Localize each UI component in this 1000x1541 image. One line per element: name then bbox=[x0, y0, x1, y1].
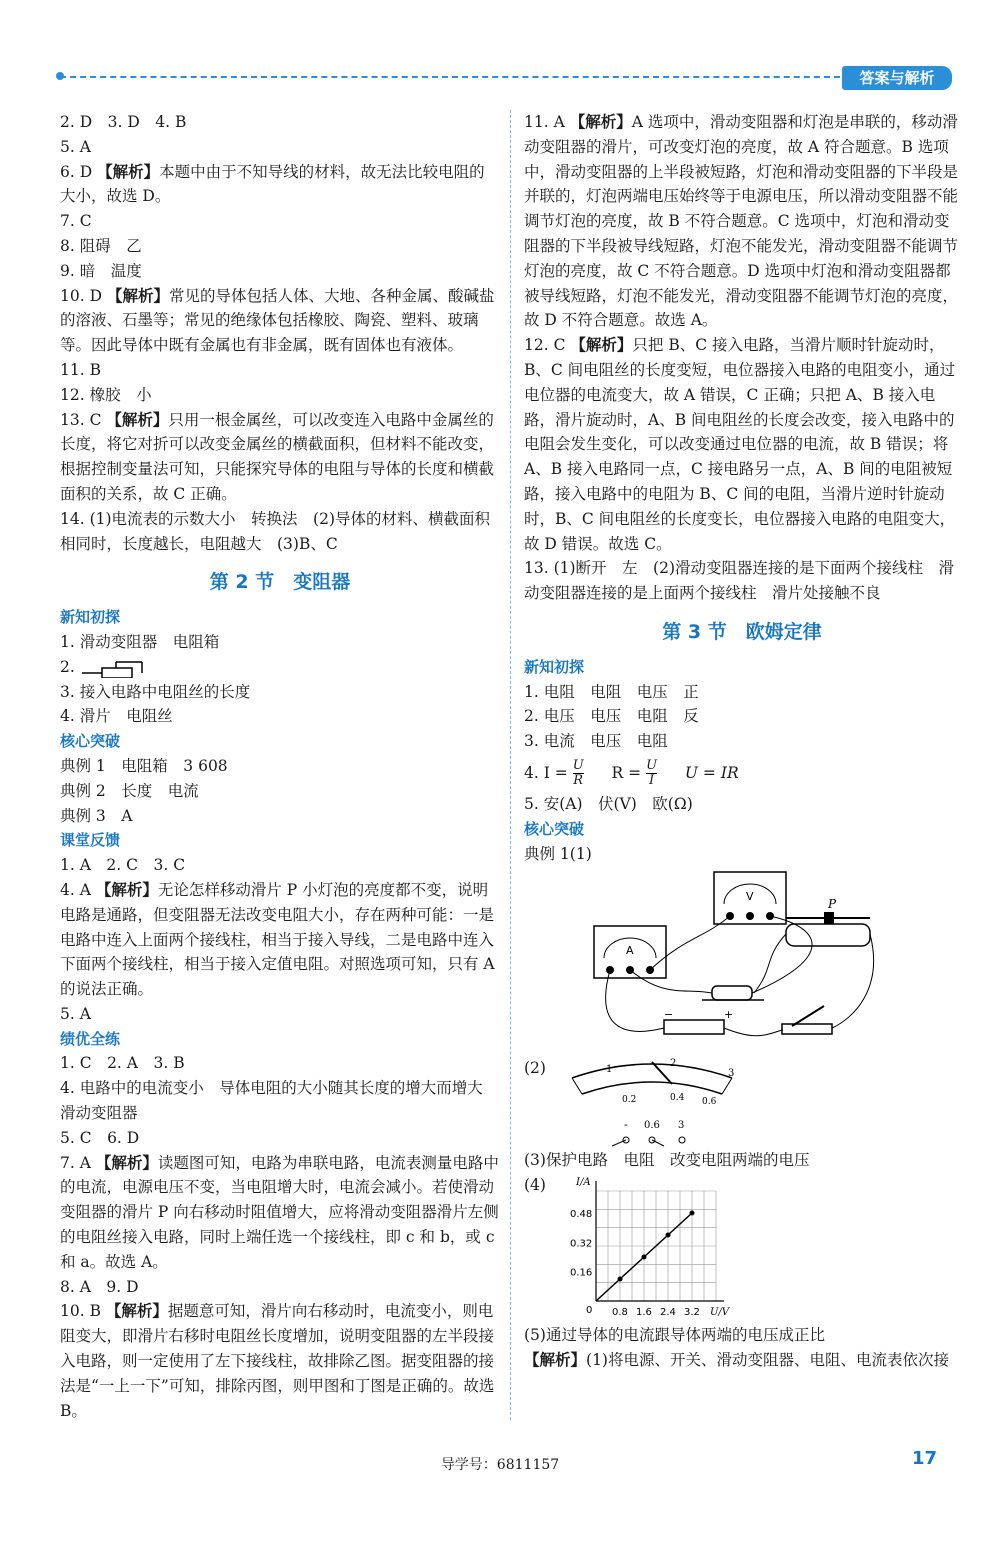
y-tick-label: 0.16 bbox=[569, 1267, 593, 1279]
ammeter-label: A bbox=[626, 944, 634, 958]
analysis-line bbox=[524, 1348, 960, 1373]
y-tick-label: 0.48 bbox=[569, 1208, 593, 1220]
analysis-text: 无论怎样移动滑片 P 小灯泡的亮度都不变，说明电路是通路，但变阻器无法改变电阻大小，存在两种可能：一是电路中连入上面两个接线柱，相当于接入导线，二是电路中连入下面两个接线柱，相当于接入定值电阻。对照选项可知，只有 A 的说法正确。 bbox=[60, 880, 495, 999]
answer-line: 1. C 2. A 3. B bbox=[60, 1054, 185, 1073]
data-point bbox=[689, 1210, 694, 1215]
analysis-text: 读题图可知，电路为串联电路，电流表测量电路中的电流，电源电压不变，当电阻增大时，电流会减小。若使滑动变阻器的滑片 P 向右移动时阻值增大，应将滑动变阻器滑片左侧的电阻丝接入电路，同时上端任选一个接线柱，即 c 和 b，或 c 和 a。故选 A。 bbox=[60, 1153, 499, 1271]
answer-line: 1. A 2. C 3. C bbox=[60, 856, 186, 875]
answer-line: 4. 滑片 电阻丝 bbox=[60, 707, 173, 726]
numerator: U bbox=[646, 758, 658, 774]
subsection-heading: 核心突破 bbox=[60, 732, 121, 751]
answer-number: 11. A bbox=[524, 113, 565, 131]
answer-12 bbox=[524, 333, 960, 556]
iv-graph bbox=[546, 1173, 736, 1323]
right-column bbox=[524, 110, 960, 1373]
answer-line: 5. 安(A) 伏(V) 欧(Ω) bbox=[524, 794, 693, 813]
resistor-icon bbox=[712, 986, 752, 1000]
answer-13 bbox=[60, 408, 500, 507]
svg-text:0.6: 0.6 bbox=[643, 1120, 660, 1132]
analysis-text: 只用一根金属丝，可以改变连入电路中金属丝的长度，将它对折可以改变金属丝的横截面积，但材料不能改变，根据控制变量法可知，只能探究导体的电阻与导体的长度和横截面积的关系，故 C 正确。 bbox=[60, 410, 495, 503]
answer-line: 典例 1 电阻箱 3 608 bbox=[60, 756, 228, 775]
analysis-label: 【解析】 bbox=[105, 1302, 168, 1321]
svg-text:3: 3 bbox=[677, 1120, 685, 1132]
answer-line: 5. C 6. D bbox=[60, 1128, 140, 1147]
subsection-heading: 绩优全练 bbox=[60, 1029, 121, 1048]
formula-text: 4. I = bbox=[524, 763, 568, 782]
subsection-heading: 核心突破 bbox=[524, 819, 585, 838]
answer-line: 8. A 9. D bbox=[60, 1277, 139, 1296]
answer-number: 13. C bbox=[60, 410, 102, 429]
analysis-text: 本题中由于不知导线的材料，故无法比较电阻的大小，故选 D。 bbox=[60, 162, 485, 206]
svg-text:0.6: 0.6 bbox=[701, 1097, 717, 1108]
answer-number: 10. D bbox=[60, 286, 103, 305]
answer-line: 3. 电流 电压 电阻 bbox=[524, 732, 668, 751]
analysis-label: 【解析】 bbox=[569, 113, 632, 131]
answer-number: 4. A bbox=[60, 880, 91, 899]
section-title: 第 2 节 变阻器 bbox=[209, 571, 351, 594]
analysis-text: A 选项中，滑动变阻器和灯泡是串联的，移动滑动变阻器的滑片，可改变灯泡的亮度，故 A 符合题意。B 选项中，滑动变阻器的上半段被短路，灯泡和滑动变阻器的下半段是并联的，灯泡两端电压始终等于电源电压，所以滑动变阻器不能调节灯泡的亮度，故 B 不符合题意。C 选项中，灯泡和滑动变阻器的下半段被导线短路，灯泡不能发光，滑动变阻器不能调节灯泡的亮度，故 C 不符合题意。D 选项中灯泡和滑动变阻器都被导线短路，灯泡不能发光，滑动变阻器不能调节灯泡的亮度，故 D 不符合题意。故选 A。 bbox=[524, 113, 959, 330]
formula-text: R = bbox=[611, 763, 642, 782]
analysis-label: 【解析】 bbox=[524, 1350, 587, 1369]
answer-line: 11. B bbox=[60, 360, 101, 379]
svg-text:-: - bbox=[623, 1118, 628, 1132]
circuit-diagram bbox=[524, 868, 960, 1054]
answer-line: 14. (1)电流表的示数大小 转换法 (2)导体的材料、横截面积相同时，长度越长，电阻越大 (3)B、C bbox=[60, 509, 490, 553]
y-tick-label: 0.32 bbox=[569, 1238, 593, 1250]
svg-text:0.4: 0.4 bbox=[669, 1093, 685, 1104]
data-point bbox=[641, 1254, 646, 1259]
left-column bbox=[60, 110, 500, 1423]
answer-line: 9. 暗 温度 bbox=[60, 261, 142, 280]
answer-line: 1. 电阻 电阻 电压 正 bbox=[524, 682, 699, 701]
answer-6 bbox=[60, 160, 500, 210]
answer-11 bbox=[524, 110, 960, 333]
subsection-heading: 课堂反馈 bbox=[60, 831, 121, 850]
voltmeter-label: V bbox=[746, 890, 754, 904]
subsection-heading: 新知初探 bbox=[60, 608, 121, 627]
answer-number: 6. D bbox=[60, 162, 93, 181]
svg-text:0.2: 0.2 bbox=[621, 1095, 637, 1106]
x-tick-label: 1.6 bbox=[635, 1306, 652, 1318]
slider-label: P bbox=[828, 897, 837, 912]
answer-line: (3)保护电路 电阻 改变电阻两端的电压 bbox=[524, 1151, 810, 1170]
rheostat-icon bbox=[786, 924, 870, 946]
formula-text: U = IR bbox=[684, 763, 739, 782]
denominator: R bbox=[573, 773, 584, 789]
answer-line: 3. 接入电路中电阻丝的长度 bbox=[60, 682, 251, 701]
data-point bbox=[665, 1232, 670, 1237]
answer-line: 2. D 3. D 4. B bbox=[60, 113, 187, 131]
analysis-text: 据题意可知，滑片向右移动时，电流变小，则电阻变大，即滑片右移时电阻丝长度增加，说明变阻器的左半段接入电路，则一定使用了左下接线柱，故排除乙图。据变阻器的接法是“一上一下”可知，排除丙图，则甲图和丁图是正确的。故选 B。 bbox=[60, 1302, 495, 1420]
analysis-label: 【解析】 bbox=[95, 1153, 158, 1172]
header-tag: 答案与解析 bbox=[842, 66, 952, 90]
column-divider bbox=[510, 110, 511, 1420]
circuit-figure bbox=[524, 868, 884, 1046]
answer-line: (2) bbox=[524, 1059, 546, 1078]
answer-line: (5)通过导体的电流跟导体两端的电压成正比 bbox=[524, 1325, 825, 1344]
footer-code: 导学号：6811157 bbox=[440, 1457, 560, 1473]
answer-line: 1. 滑动变阻器 电阻箱 bbox=[60, 632, 220, 651]
denominator: I bbox=[648, 773, 655, 789]
answer-number: 10. B bbox=[60, 1302, 101, 1321]
origin-label: 0 bbox=[585, 1304, 593, 1316]
ammeter-scale-figure bbox=[552, 1056, 752, 1148]
battery-icon bbox=[664, 1020, 724, 1034]
x-tick-label: 0.8 bbox=[611, 1306, 628, 1318]
answer-line: 典例 3 A bbox=[60, 806, 133, 825]
svg-text:−: − bbox=[664, 1008, 674, 1022]
analysis-text: 常见的导体包括人体、大地、各种金属、酸碱盐的溶液、石墨等；常见的绝缘体包括橡胶、陶瓷、塑料、玻璃等。因此导体中既有金属也有非金属，既有固体也有液体。 bbox=[60, 286, 495, 355]
x-tick-label: 2.4 bbox=[659, 1306, 676, 1318]
answer-line bbox=[60, 655, 500, 680]
answer-line: (4) bbox=[524, 1175, 546, 1194]
answer-line: 8. 阻碍 乙 bbox=[60, 236, 142, 255]
answer-4 bbox=[60, 878, 500, 1002]
answer-line: 典例 1(1) bbox=[524, 844, 592, 863]
fraction-u-i bbox=[646, 759, 657, 788]
answer-line: 典例 2 长度 电流 bbox=[60, 781, 199, 800]
rheostat-symbol-icon bbox=[80, 658, 150, 678]
analysis-label: 【解析】 bbox=[106, 410, 169, 429]
analysis-label: 【解析】 bbox=[570, 336, 633, 355]
answer-7 bbox=[60, 1151, 500, 1275]
analysis-label: 【解析】 bbox=[95, 880, 158, 899]
analysis-label: 【解析】 bbox=[97, 162, 160, 181]
answer-line: 5. A bbox=[60, 137, 91, 156]
analysis-text: (1)将电源、开关、滑动变阻器、电阻、电流表依次接 bbox=[586, 1350, 949, 1369]
answer-number: 2. bbox=[60, 657, 75, 676]
answer-line: 2. 电压 电压 电阻 反 bbox=[524, 707, 699, 726]
header-rule bbox=[60, 76, 840, 78]
answer-line: 7. C bbox=[60, 212, 92, 231]
answer-line: 12. 橡胶 小 bbox=[60, 385, 152, 404]
svg-text:1: 1 bbox=[605, 1064, 613, 1076]
answer-10b bbox=[60, 1299, 500, 1423]
answer-line: 4. 电路中的电流变小 导体电阻的大小随其长度的增大而增大 滑动变阻器 bbox=[60, 1079, 499, 1123]
x-tick-label: 3.2 bbox=[683, 1306, 700, 1318]
analysis-label: 【解析】 bbox=[106, 286, 169, 305]
switch-icon bbox=[782, 1024, 832, 1034]
page-number: 17 bbox=[912, 1448, 938, 1469]
answer-10 bbox=[60, 284, 500, 358]
numerator: U bbox=[572, 758, 584, 774]
subsection-heading: 新知初探 bbox=[524, 657, 585, 676]
x-axis-label: U/V bbox=[709, 1306, 729, 1318]
scale-row bbox=[524, 1056, 960, 1148]
answer-number: 12. C bbox=[524, 336, 566, 355]
svg-text:+: + bbox=[724, 1008, 734, 1022]
analysis-text: 只把 B、C 接入电路，当滑片顺时针旋动时，B、C 间电阻丝的长度变短，电位器接入电路的电阻变小，通过电位器的电流变大，故 A 错误，C 正确；只把 A、B 接入电路，滑片旋动时，A、B 间电阻丝的长度会改变，接入电路中的电阻会发生变化，可以改变通过电位器的电流，故 B 错误；将 A、B 接入电路同一点，C 接电路另一点，A、B 间的电阻被短路，接入电路中的电阻为 B、C 间的电阻，当滑片逆时针旋动时，B、C 间电阻丝的长度变长，电位器接入电路的电阻变大，故 D 错误。故选 C。 bbox=[524, 336, 956, 553]
answer-line: 5. A bbox=[60, 1004, 91, 1023]
section-title: 第 3 节 欧姆定律 bbox=[662, 620, 822, 643]
y-axis-label: I/A bbox=[575, 1176, 591, 1188]
answer-line: 13. (1)断开 左 (2)滑动变阻器连接的是下面两个接线柱 滑动变阻器连接的是上面两个接线柱 滑片处接触不良 bbox=[524, 559, 954, 603]
answer-number: 7. A bbox=[60, 1153, 91, 1172]
ohm-formulas bbox=[524, 754, 960, 792]
svg-text:2: 2 bbox=[669, 1058, 677, 1070]
graph-row bbox=[524, 1173, 960, 1323]
data-point bbox=[617, 1276, 622, 1281]
fraction-u-r bbox=[573, 759, 584, 788]
svg-text:3: 3 bbox=[727, 1068, 735, 1080]
